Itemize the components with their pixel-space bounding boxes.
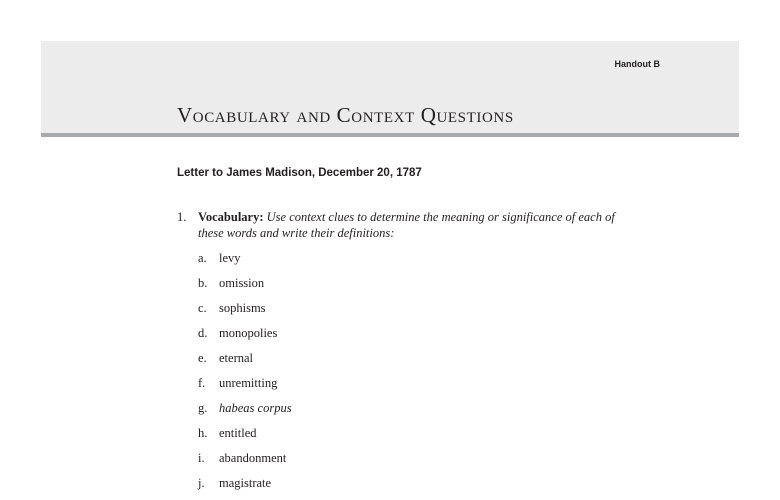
vocab-item <box>198 276 498 292</box>
vocab-word: omission <box>219 276 265 290</box>
vocab-word: abandonment <box>219 451 287 465</box>
page-title: Vocabulary and Context Questions <box>177 103 514 127</box>
vocab-word: entitled <box>219 426 257 440</box>
vocab-item <box>198 251 498 267</box>
question-label: Vocabulary: <box>198 210 264 224</box>
vocab-letter: b. <box>198 276 208 290</box>
vocab-letter: h. <box>198 426 208 440</box>
question-1 <box>177 209 637 241</box>
vocab-letter: a. <box>198 251 207 265</box>
vocab-word: magistrate <box>219 476 272 490</box>
handout-label: Handout B <box>614 59 660 69</box>
vocab-letter: d. <box>198 326 208 340</box>
vocab-letter: g. <box>198 401 208 415</box>
question-number: 1. <box>177 210 187 224</box>
vocab-item <box>198 376 498 392</box>
vocab-item <box>198 476 498 492</box>
section-heading: Letter to James Madison, December 20, 1787 <box>177 167 422 179</box>
vocab-word: habeas corpus <box>219 401 292 415</box>
header-rule <box>41 133 739 137</box>
vocab-letter: f. <box>198 376 206 390</box>
vocab-item <box>198 301 498 317</box>
vocab-letter: i. <box>198 451 205 465</box>
vocab-word: sophisms <box>219 301 266 315</box>
vocab-item <box>198 326 498 342</box>
vocab-letter: c. <box>198 301 207 315</box>
vocab-item <box>198 426 498 442</box>
vocab-word: levy <box>219 251 241 265</box>
question-instruction: Use context clues to determine the meaning or significance of each of these words and write their definitions: <box>198 210 615 240</box>
question-body <box>198 209 637 241</box>
vocab-word: unremitting <box>219 376 278 390</box>
vocab-item <box>198 401 498 417</box>
vocab-word: monopolies <box>219 326 278 340</box>
vocab-letter: e. <box>198 351 207 365</box>
vocab-letter: j. <box>198 476 205 490</box>
vocab-word: eternal <box>219 351 254 365</box>
vocab-item <box>198 451 498 467</box>
vocab-item <box>198 351 498 367</box>
